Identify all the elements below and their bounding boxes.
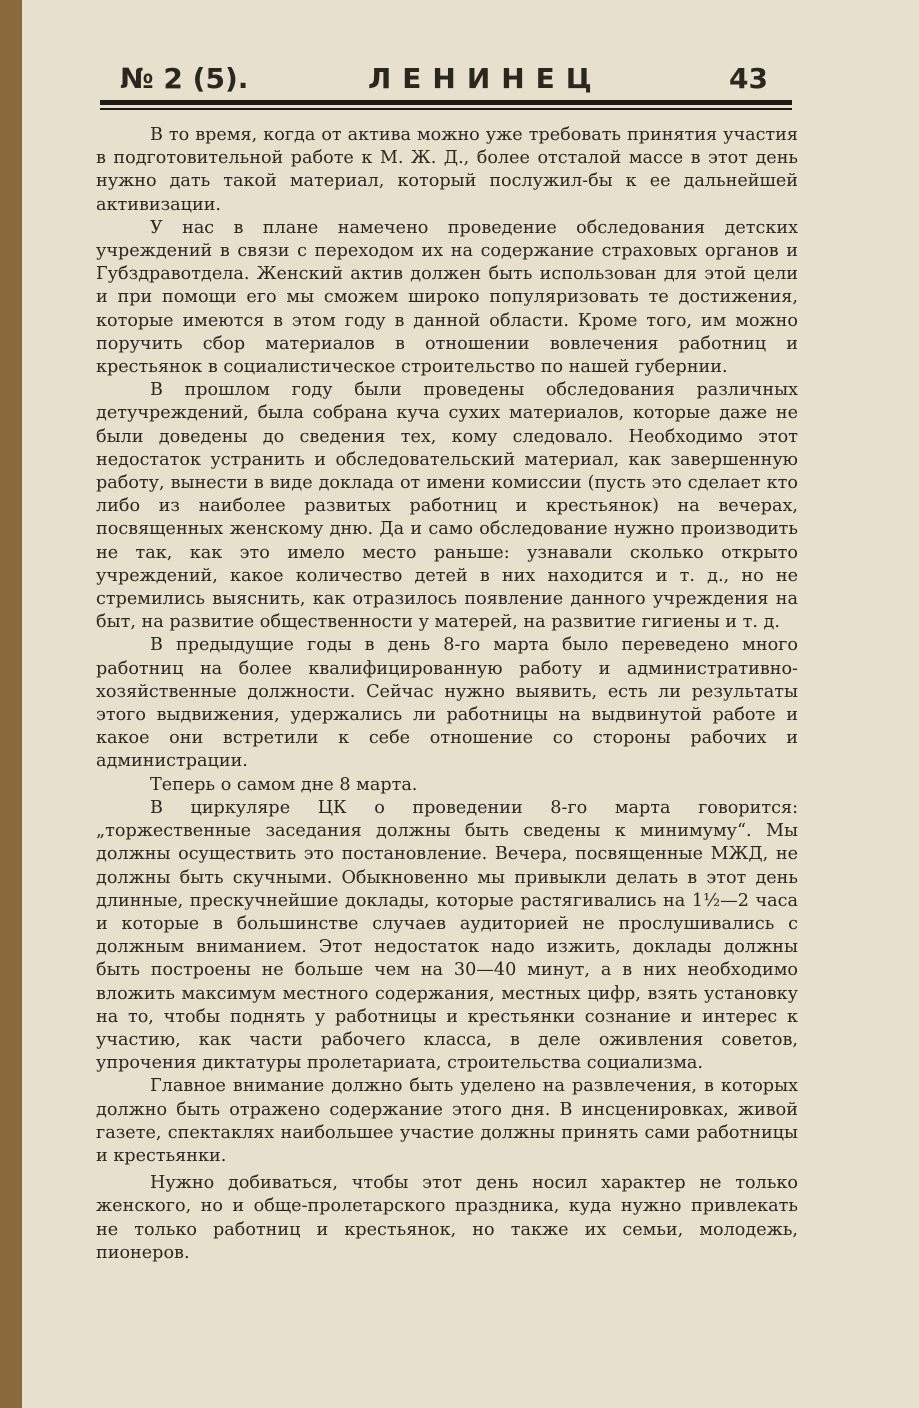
issue-number: № 2 (5). [120,62,249,95]
paragraph: В циркуляре ЦК о проведении 8-го марта говорится: „торжественные заседания должны быть сведены к минимуму“. Мы должны осуществить это постановление. Вечера, посвященные МЖД, не должны быть скучными. Обыкновенно мы привыкли делать в этот день длинные, прескучнейшие доклады, которые растягивались на 1½—2 часа и которые в большинстве случаев аудиторией не прослушивались с должным вниманием. Этот недостаток надо изжить, доклады должны быть построены не больше чем на 30—40 минут, а в них необходимо вложить максимум местного содержания, местных цифр, взять установку на то, чтобы поднять у работницы и крестьянки сознание и интерес к участию, как части рабочего класса, в деле оживления советов, упрочения диктатуры пролетариата, строительства социализма. [96,797,798,1074]
article-body [96,124,798,1265]
paragraph: Теперь о самом дне 8 марта. [150,774,418,795]
paragraph: У нас в плане намечено проведение обследования детских учреждений в связи с переходом их на содержание страховых органов и Губздравотдела. Женский актив должен быть использован для этой цели и при помощи его мы сможем широко популяризовать те достижения, которые имеются в этом году в данной области. Кроме того, им можно поручить сбор материалов в отношении вовлечения работниц и крестьянок в социалистическое строительство по нашей губернии. [96,217,798,378]
header-rule-thick [100,100,792,105]
running-header [100,58,792,104]
paragraph: Главное внимание должно быть уделено на развлечения, в которых должно быть отражено содержание этого дня. В инсценировках, живой газете, спектаклях наибольшее участие должны принять сами работницы и крестьянки. [96,1076,798,1166]
paragraph: В то время, когда от актива можно уже требовать принятия участия в подготовительной работе к М. Ж. Д., более отсталой массе в этот день нужно дать такой материал, который послужил-бы к ее дальнейшей активизации. [96,125,798,215]
paragraph: В прошлом году были проведены обследования различных детучреждений, была собрана куча сухих материалов, которые даже не были доведены до сведения тех, кому следовало. Необходимо этот недостаток устранить и обследовательский материал, как завершенную работу, вынести в виде доклада от имени комиссии (пусть это сделает кто либо из наиболее развитых работниц и крестьянок) на вечерах, посвященных женскому дню. Да и само обследование нужно производить не так, как это имело место раньше: узнавали сколько открыто учреждений, какое количество детей в них находится и т. д., но не стремились выяснить, как отразилось появление данного учреждения на быт, на развитие общественности у матерей, на развитие гигиены и т. д. [96,380,798,633]
page-number: 43 [729,62,768,95]
paragraph: В предыдущие годы в день 8-го марта было переведено много работниц на более квалифицированную работу и административно-хозяйственные должности. Сейчас нужно выявить, есть ли результаты этого выдвижения, удержались ли работницы на выдвинутой работе и какое они встретили к себе отношение со стороны рабочих и администрации. [96,635,798,772]
book-spine-edge [0,0,22,1408]
paragraph: Нужно добиваться, чтобы этот день носил характер не только женского, но и обще-пролетарского праздника, куда нужно привлекать не только работниц и крестьянок, но также их семьи, молодежь, пионеров. [96,1173,798,1263]
header-rule-thin [100,108,792,110]
journal-title: ЛЕНИНЕЦ [368,62,603,95]
